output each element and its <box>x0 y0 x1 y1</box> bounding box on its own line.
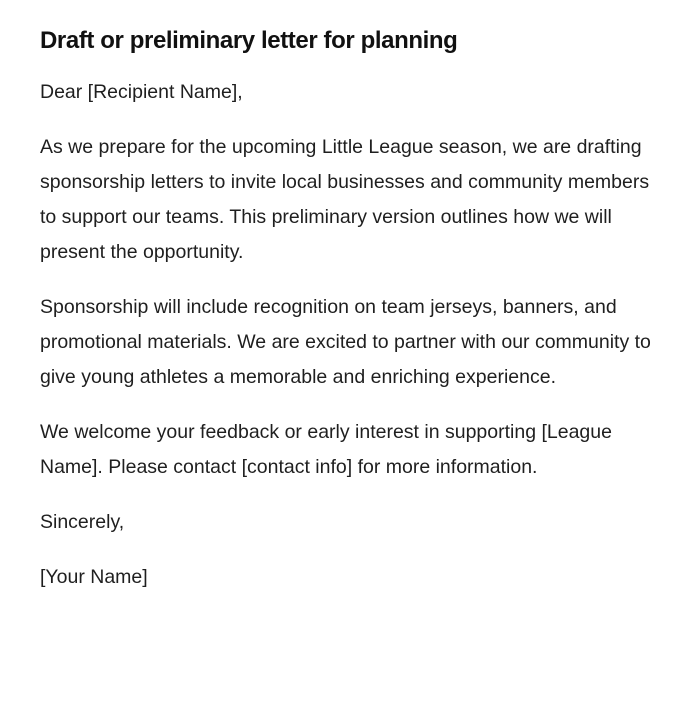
letter-closing: Sincerely, <box>40 511 125 533</box>
letter-paragraph-1: As we prepare for the upcoming Little League season, we are drafting sponsorship letters to invite local businesses and community members to support our teams. This preliminary version outlines how we will present the opportunity. <box>40 136 650 263</box>
letter-signature: [Your Name] <box>40 566 148 588</box>
letter-title: Draft or preliminary letter for planning <box>40 27 458 54</box>
letter-salutation: Dear [Recipient Name], <box>40 81 243 103</box>
letter-paragraph-3: We welcome your feedback or early interest in supporting [League Name]. Please contact [contact info] for more information. <box>40 421 612 478</box>
letter-paragraph-2: Sponsorship will include recognition on team jerseys, banners, and promotional materials. We are excited to partner with our community to give young athletes a memorable and enriching experience. <box>40 296 651 388</box>
